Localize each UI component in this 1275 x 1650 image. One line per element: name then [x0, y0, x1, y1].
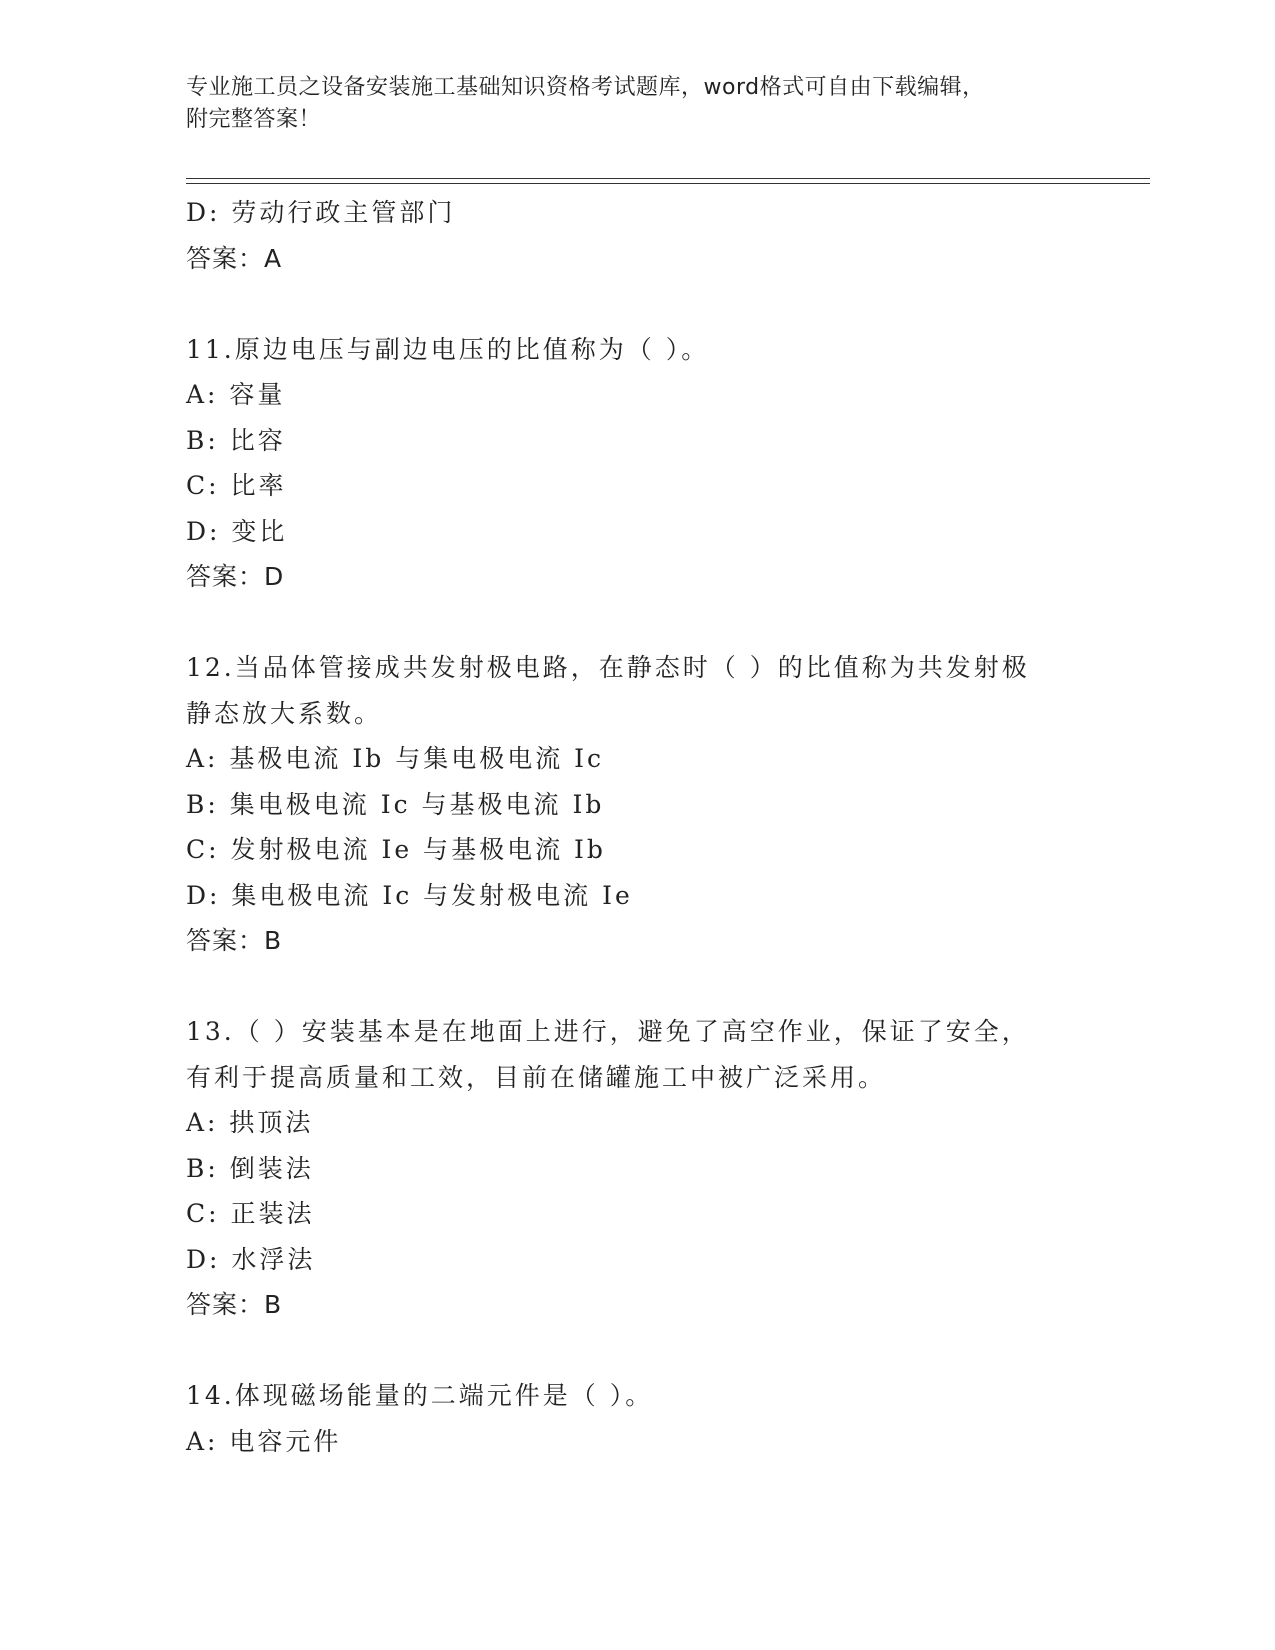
question-stem-cont: 有利于提高质量和工效，目前在储罐施工中被广泛采用。 [186, 1062, 887, 1092]
spacer [186, 600, 1086, 646]
question-stem-cont: 静态放大系数。 [186, 698, 383, 728]
document-header [186, 72, 1066, 136]
question-13 [186, 1009, 1086, 1328]
option-c: C: 发射极电流 Ie 与基极电流 Ib [186, 835, 606, 864]
option-a: A: 容量 [186, 380, 286, 409]
question-list [186, 190, 1086, 1464]
prev-answer: 答案：A [186, 243, 283, 273]
option-b: B: 比容 [186, 425, 286, 455]
header-line-1: 专业施工员之设备安装施工基础知识资格考试题库，word格式可自由下载编辑， [186, 75, 985, 100]
option-b: B: 倒装法 [186, 1153, 314, 1183]
option-d: D: 水浮法 [186, 1244, 316, 1274]
answer: 答案：B [186, 1290, 283, 1319]
spacer [186, 1328, 1086, 1374]
option-c: C: 正装法 [186, 1199, 315, 1228]
spacer [186, 964, 1086, 1010]
question-stem: 12.当品体管接成共发射极电路，在静态时（ ）的比值称为共发射极 [186, 653, 1030, 682]
option-d: D: 集电极电流 Ic 与发射极电流 Ie [186, 880, 633, 910]
question-stem: 11.原边电压与副边电压的比值称为（ ）。 [186, 334, 710, 364]
header-divider-bottom [186, 183, 1150, 184]
answer: 答案：B [186, 926, 283, 955]
option-a: A: 拱顶法 [186, 1108, 314, 1137]
option-a: A: 基极电流 Ib 与集电极电流 Ic [186, 744, 605, 773]
question-12 [186, 645, 1086, 964]
header-line-2: 附完整答案！ [186, 107, 322, 132]
question-stem: 14.体现磁场能量的二端元件是（ ）。 [186, 1381, 654, 1410]
question-11 [186, 327, 1086, 600]
option-b: B: 集电极电流 Ic 与基极电流 Ib [186, 789, 605, 819]
question-stem: 13.（ ）安装基本是在地面上进行，避免了高空作业，保证了安全， [186, 1017, 1030, 1046]
prev-option-d: D: 劳动行政主管部门 [186, 198, 456, 227]
header-divider-top [186, 178, 1150, 179]
spacer [186, 281, 1086, 327]
option-d: D: 变比 [186, 516, 288, 546]
answer: 答案：D [186, 562, 285, 591]
option-c: C: 比率 [186, 471, 287, 500]
option-a: A: 电容元件 [186, 1426, 342, 1456]
question-14 [186, 1373, 1086, 1464]
